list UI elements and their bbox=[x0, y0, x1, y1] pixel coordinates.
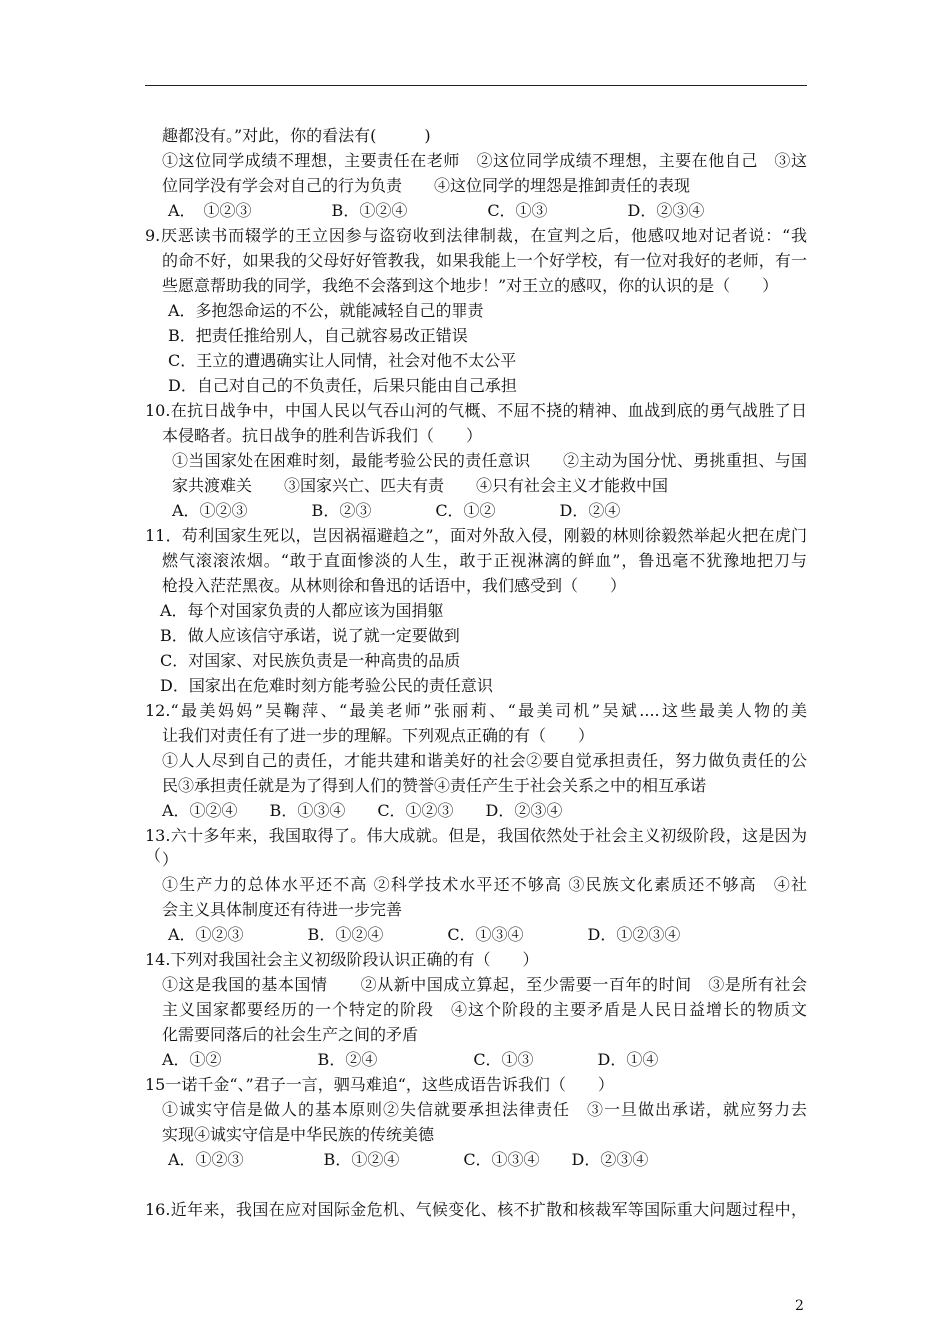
text-line: 位同学没有学会对自己的行为负责 ④这位同学的埋怨是推卸责任的表现 bbox=[162, 176, 691, 195]
text-line: D．国家出在危难时刻方能考验公民的责任意识 bbox=[160, 676, 493, 695]
text-line: ①这位同学成绩不理想，主要责任在老师 ②这位同学成绩不理想，主要在他自己 ③这 bbox=[162, 151, 807, 170]
text-line: A． ①②③ B．①②④ C．①③ D．②③④ bbox=[168, 201, 705, 220]
text-line: 枪投入茫茫黑夜。从林则徐和鲁迅的话语中，我们感受到（ ） bbox=[162, 576, 627, 595]
text-line: B．做人应该信守承诺，说了就一定要做到 bbox=[160, 626, 460, 645]
text-line: ） bbox=[162, 850, 179, 869]
text-line: A．①②③ B．①②④ C．①③④ D．①②③④ bbox=[168, 925, 681, 944]
text-line: C．对国家、对民族负责是一种高贵的品质 bbox=[160, 651, 461, 670]
text-line: 12.“最美妈妈”吴鞠萍、“最美老师”张丽莉、“最美司机”吴斌....这些最美人物的美 bbox=[145, 701, 807, 720]
text-line: 14.下列对我国社会主义初级阶段认识正确的有（ ） bbox=[145, 950, 539, 969]
text-line: 民③承担责任就是为了得到人们的赞誉④责任产生于社会关系之中的相互承诺 bbox=[162, 776, 707, 795]
text-line: A．每个对国家负责的人都应该为国捐躯 bbox=[160, 601, 444, 620]
text-line: A．①②④ B．①③④ C．①②③ D．②③④ bbox=[162, 801, 563, 820]
text-line: 9.厌恶读书而辍学的王立因参与盗窃收到法律制裁，在宣判之后，他感叹地对记者说：“我 bbox=[145, 226, 807, 245]
text-line: A．①② B．②④ C．①③ D．①④ bbox=[162, 1050, 659, 1069]
text-line: 15一诺千金“、”君子一言，驷马难追“，这些成语告诉我们（ ） bbox=[145, 1075, 614, 1094]
text-line: 11．苟利国家生死以，岂因祸福避趋之”，面对外敌入侵，刚毅的林则徐毅然举起火把在虎门 bbox=[145, 526, 807, 545]
text-line: 趣都没有。”对此，你的看法有( ) bbox=[162, 126, 431, 145]
text-line: 10.在抗日战争中，中国人民以气吞山河的气概、不屈不挠的精神、血战到底的勇气战胜了日 bbox=[145, 401, 807, 420]
text-line: 些愿意帮助我的同学，我绝不会落到这个地步！”对王立的感叹，你的认识的是（ ） bbox=[162, 276, 779, 295]
text-line: ①人人尽到自己的责任，才能共建和谐美好的社会②要自觉承担责任，努力做负责任的公 bbox=[162, 751, 807, 770]
header-rule bbox=[145, 85, 807, 86]
text-line: 16.近年来，我国在应对国际金危机、气候变化、核不扩散和核裁军等国际重大问题过程中， bbox=[145, 1200, 807, 1219]
text-line: A．多抱怨命运的不公，就能减轻自己的罪责 bbox=[168, 301, 484, 320]
page-number: 2 bbox=[795, 1298, 804, 1314]
text-line: 化需要同落后的社会生产之间的矛盾 bbox=[162, 1025, 419, 1044]
text-line: 13.六十多年来，我国取得了。伟大成就。但是，我国依然处于社会主义初级阶段，这是因为（ bbox=[145, 826, 807, 865]
text-line: B．把责任推给别人，自己就容易改正错误 bbox=[168, 326, 468, 345]
text-line: C．王立的遭遇确实让人同情，社会对他不太公平 bbox=[168, 351, 517, 370]
text-line: ①诚实守信是做人的基本原则②失信就要承担法律责任 ③一旦做出承诺，就应努力去 bbox=[162, 1100, 807, 1119]
text-line: 家共渡难关 ③国家兴亡、匹夫有责 ④只有社会主义才能救中国 bbox=[172, 476, 669, 495]
text-line: ①生产力的总体水平还不高 ②科学技术水平还不够高 ③民族文化素质还不够高 ④社 bbox=[162, 875, 807, 894]
text-line: 的命不好，如果我的父母好好管教我，如果我能上一个好学校，有一位对我好的老师，有一 bbox=[162, 251, 807, 270]
text-line: ①当国家处在困难时刻，最能考验公民的责任意识 ②主动为国分忧、勇挑重担、与国 bbox=[172, 451, 807, 470]
text-line: 实现④诚实守信是中华民族的传统美德 bbox=[162, 1125, 435, 1144]
text-line: 燃气滚滚浓烟。“敢于直面惨淡的人生，敢于正视淋漓的鲜血”，鲁迅毫不犹豫地把刀与 bbox=[162, 551, 807, 570]
text-line: ①这是我国的基本国情 ②从新中国成立算起，至少需要一百年的时间 ③是所有社会 bbox=[162, 975, 807, 994]
text-line: 主义国家都要经历的一个特定的阶段 ④这个阶段的主要矛盾是人民日益增长的物质文 bbox=[162, 1000, 807, 1019]
text-line: 让我们对责任有了进一步的理解。下列观点正确的有（ ） bbox=[162, 726, 595, 745]
text-line: D．自己对自己的不负责任，后果只能由自己承担 bbox=[168, 376, 517, 395]
text-line: A．①②③ B．①②④ C．①③④ D．②③④ bbox=[168, 1150, 649, 1169]
text-line: 会主义具体制度还有待进一步完善 bbox=[162, 900, 403, 919]
text-line: A．①②③ B．②③ C．①② D．②④ bbox=[172, 501, 621, 520]
text-line: 本侵略者。抗日战争的胜利告诉我们（ ） bbox=[162, 426, 483, 445]
